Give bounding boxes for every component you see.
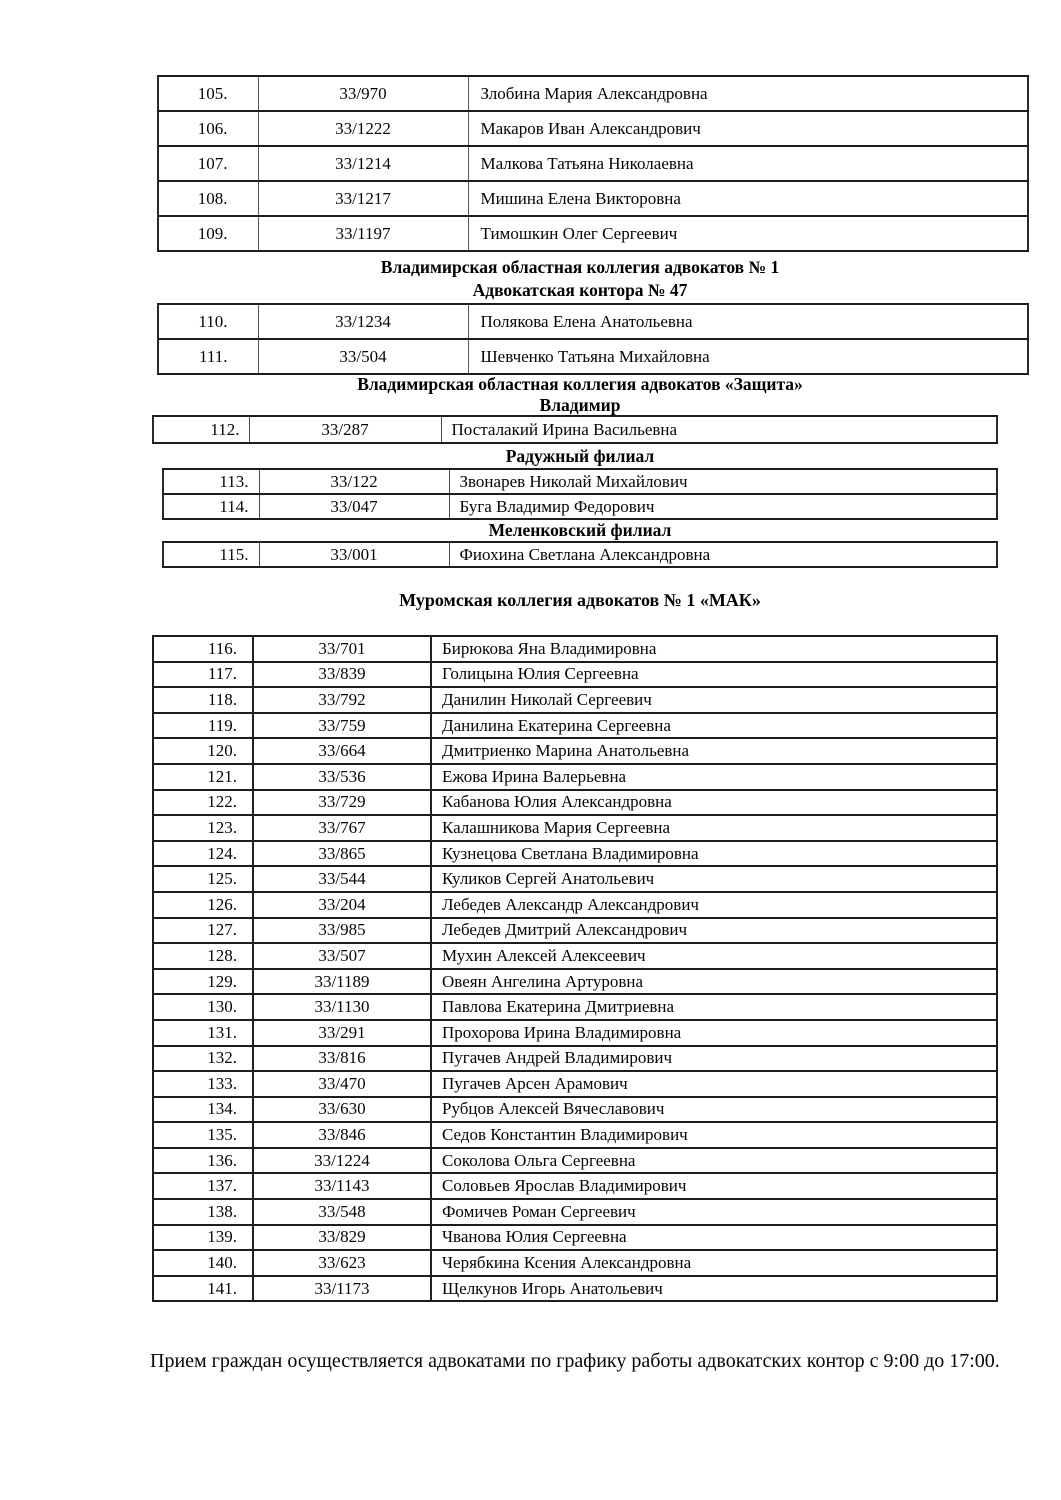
lawyer-name: Дмитриенко Марина Анатольевна (431, 738, 997, 764)
lawyer-name: Бирюкова Яна Владимировна (431, 636, 997, 662)
table-row (153, 687, 997, 713)
row-number: 105. (158, 76, 258, 111)
registry-number: 33/470 (253, 1071, 431, 1097)
row-number: 111. (158, 339, 258, 374)
section-heading-raduzhny-branch (150, 445, 1010, 468)
heading-line-collegium-name: Владимирская областная коллегия адвокатов № 1 (380, 257, 780, 277)
row-number: 110. (158, 304, 258, 339)
registry-number: 33/1197 (258, 216, 468, 251)
row-number: 131. (153, 1020, 253, 1046)
section-heading-murom-collegium (150, 589, 1010, 612)
section-heading-zashchita (150, 374, 1010, 416)
table-row (153, 841, 997, 867)
lawyer-name: Тимошкин Олег Сергеевич (468, 216, 1028, 251)
table-row (153, 1020, 997, 1046)
lawyer-name: Соколова Ольга Сергеевна (431, 1148, 997, 1174)
row-number: 108. (158, 181, 258, 216)
lawyer-name: Седов Константин Владимирович (431, 1122, 997, 1148)
lawyer-name: Кабанова Юлия Александровна (431, 790, 997, 816)
table-row (153, 416, 997, 443)
table-row (158, 304, 1028, 339)
registry-number: 33/1214 (258, 146, 468, 181)
lawyer-name: Голицына Юлия Сергеевна (431, 662, 997, 688)
row-number: 115. (163, 542, 259, 567)
lawyer-name: Данилина Екатерина Сергеевна (431, 713, 997, 739)
registry-number: 33/504 (258, 339, 468, 374)
table-row (153, 1250, 997, 1276)
table-row (153, 713, 997, 739)
row-number: 135. (153, 1122, 253, 1148)
table-row (158, 216, 1028, 251)
table-row (158, 181, 1028, 216)
row-number: 132. (153, 1046, 253, 1072)
lawyer-name: Малкова Татьяна Николаевна (468, 146, 1028, 181)
table-row (163, 469, 997, 494)
row-number: 133. (153, 1071, 253, 1097)
table-row (153, 1173, 997, 1199)
registry-number: 33/865 (253, 841, 431, 867)
lawyer-name: Шевченко Татьяна Михайловна (468, 339, 1028, 374)
lawyer-name: Рубцов Алексей Вячеславович (431, 1097, 997, 1123)
lawyer-name: Данилин Николай Сергеевич (431, 687, 997, 713)
registry-number: 33/1222 (258, 111, 468, 146)
table-row (153, 1276, 997, 1302)
lawyer-name: Ежова Ирина Валерьевна (431, 764, 997, 790)
row-number: 125. (153, 866, 253, 892)
registry-number: 33/1224 (253, 1148, 431, 1174)
row-number: 113. (163, 469, 259, 494)
row-number: 136. (153, 1148, 253, 1174)
row-number: 112. (153, 416, 249, 443)
row-number: 130. (153, 994, 253, 1020)
lawyer-name: Злобина Мария Александровна (468, 76, 1028, 111)
registry-number: 33/846 (253, 1122, 431, 1148)
registry-number: 33/816 (253, 1046, 431, 1072)
table-row (153, 662, 997, 688)
registry-number: 33/630 (253, 1097, 431, 1123)
lawyer-name: Калашникова Мария Сергеевна (431, 815, 997, 841)
reception-hours-note: Прием граждан осуществляется адвокатами по графику работы адвокатских контор с 9:00 до 17:00. (150, 1350, 1000, 1372)
advocates-table-116-141 (152, 635, 998, 1302)
registry-number: 33/204 (253, 892, 431, 918)
registry-number: 33/701 (253, 636, 431, 662)
table-row (153, 943, 997, 969)
registry-number: 33/1234 (258, 304, 468, 339)
registry-number: 33/985 (253, 918, 431, 944)
registry-number: 33/047 (259, 494, 449, 519)
registry-number: 33/729 (253, 790, 431, 816)
registry-number: 33/759 (253, 713, 431, 739)
registry-number: 33/548 (253, 1199, 431, 1225)
heading-line-branch-name: Радужный филиал (505, 446, 655, 466)
row-number: 123. (153, 815, 253, 841)
row-number: 139. (153, 1225, 253, 1251)
registry-number: 33/1173 (253, 1276, 431, 1302)
registry-number: 33/1217 (258, 181, 468, 216)
lawyer-name: Мухин Алексей Алексеевич (431, 943, 997, 969)
lawyer-name: Звонарев Николай Михайлович (449, 469, 997, 494)
row-number: 117. (153, 662, 253, 688)
row-number: 129. (153, 969, 253, 995)
row-number: 134. (153, 1097, 253, 1123)
lawyer-name: Чванова Юлия Сергеевна (431, 1225, 997, 1251)
lawyer-name: Буга Владимир Федорович (449, 494, 997, 519)
table-row (153, 969, 997, 995)
advocates-table-112 (152, 415, 998, 444)
registry-number: 33/544 (253, 866, 431, 892)
table-row (163, 542, 997, 567)
lawyer-name: Лебедев Александр Александрович (431, 892, 997, 918)
lawyer-name: Полякова Елена Анатольевна (468, 304, 1028, 339)
table-row (153, 1071, 997, 1097)
advocates-table-113-114 (162, 468, 998, 520)
registry-number: 33/122 (259, 469, 449, 494)
lawyer-name: Пугачев Андрей Владимирович (431, 1046, 997, 1072)
table-row (163, 494, 997, 519)
registry-number: 33/001 (259, 542, 449, 567)
registry-number: 33/507 (253, 943, 431, 969)
table-row (153, 892, 997, 918)
row-number: 138. (153, 1199, 253, 1225)
heading-line-collegium-name: Владимирская областная коллегия адвокатов «Защита» (357, 374, 803, 394)
lawyer-name: Павлова Екатерина Дмитриевна (431, 994, 997, 1020)
registry-number: 33/287 (249, 416, 441, 443)
table-row (153, 918, 997, 944)
table-row (153, 1122, 997, 1148)
row-number: 127. (153, 918, 253, 944)
table-row (158, 339, 1028, 374)
registry-number: 33/664 (253, 738, 431, 764)
row-number: 116. (153, 636, 253, 662)
table-row (153, 636, 997, 662)
table-row (153, 866, 997, 892)
registry-number: 33/839 (253, 662, 431, 688)
section-heading-vladimir-collegium-1 (150, 256, 1010, 302)
row-number: 140. (153, 1250, 253, 1276)
registry-number: 33/829 (253, 1225, 431, 1251)
table-row (158, 76, 1028, 111)
table-row (153, 994, 997, 1020)
advocates-table-105-109 (157, 75, 1029, 252)
table-row (153, 764, 997, 790)
advocates-table-115 (162, 541, 998, 568)
table-row (153, 815, 997, 841)
table-row (158, 146, 1028, 181)
registry-number: 33/767 (253, 815, 431, 841)
table-row (153, 1225, 997, 1251)
row-number: 109. (158, 216, 258, 251)
table-row (153, 790, 997, 816)
lawyer-name: Пугачев Арсен Арамович (431, 1071, 997, 1097)
row-number: 106. (158, 111, 258, 146)
row-number: 137. (153, 1173, 253, 1199)
table-row (153, 1148, 997, 1174)
registry-number: 33/1143 (253, 1173, 431, 1199)
row-number: 124. (153, 841, 253, 867)
lawyer-name: Макаров Иван Александрович (468, 111, 1028, 146)
row-number: 118. (153, 687, 253, 713)
lawyer-name: Фомичев Роман Сергеевич (431, 1199, 997, 1225)
registry-number: 33/1130 (253, 994, 431, 1020)
row-number: 126. (153, 892, 253, 918)
row-number: 121. (153, 764, 253, 790)
lawyer-name: Щелкунов Игорь Анатольевич (431, 1276, 997, 1302)
lawyer-name: Лебедев Дмитрий Александрович (431, 918, 997, 944)
heading-line-city: Владимир (539, 395, 621, 415)
row-number: 120. (153, 738, 253, 764)
table-row (153, 1046, 997, 1072)
registry-number: 33/1189 (253, 969, 431, 995)
lawyer-name: Прохорова Ирина Владимировна (431, 1020, 997, 1046)
registry-number: 33/536 (253, 764, 431, 790)
lawyer-name: Черябкина Ксения Александровна (431, 1250, 997, 1276)
row-number: 119. (153, 713, 253, 739)
lawyer-name: Соловьев Ярослав Владимирович (431, 1173, 997, 1199)
registry-number: 33/792 (253, 687, 431, 713)
registry-number: 33/970 (258, 76, 468, 111)
row-number: 122. (153, 790, 253, 816)
table-row (153, 1199, 997, 1225)
advocates-table-110-111 (157, 303, 1029, 375)
section-heading-melenkovsky-branch (150, 519, 1010, 542)
table-row (153, 1097, 997, 1123)
lawyer-name: Овеян Ангелина Артуровна (431, 969, 997, 995)
heading-line-office-number: Адвокатская контора № 47 (472, 280, 688, 300)
table-row (153, 738, 997, 764)
lawyer-name: Мишина Елена Викторовна (468, 181, 1028, 216)
lawyer-name: Посталакий Ирина Васильевна (441, 416, 997, 443)
registry-number: 33/623 (253, 1250, 431, 1276)
lawyer-name: Куликов Сергей Анатольевич (431, 866, 997, 892)
row-number: 107. (158, 146, 258, 181)
row-number: 128. (153, 943, 253, 969)
heading-line-branch-name: Меленковский филиал (488, 520, 672, 540)
lawyer-name: Кузнецова Светлана Владимировна (431, 841, 997, 867)
table-row (158, 111, 1028, 146)
registry-number: 33/291 (253, 1020, 431, 1046)
row-number: 141. (153, 1276, 253, 1302)
row-number: 114. (163, 494, 259, 519)
lawyer-name: Фиохина Светлана Александровна (449, 542, 997, 567)
heading-line-collegium-name: Муромская коллегия адвокатов № 1 «МАК» (399, 590, 761, 610)
